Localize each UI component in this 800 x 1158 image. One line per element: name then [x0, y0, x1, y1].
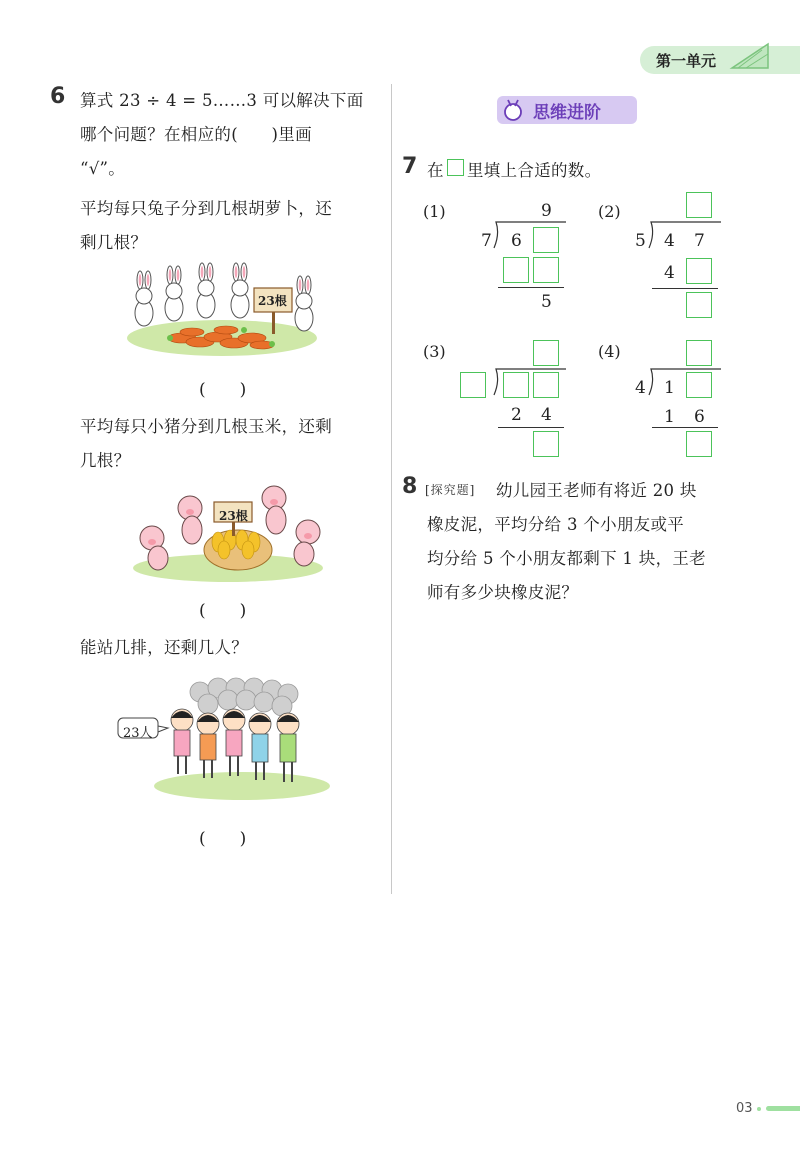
q8-tag: [探究题] — [425, 483, 476, 497]
p2-remainder-box[interactable] — [686, 292, 712, 318]
q6-problem-a-line1: 平均每只兔子分到几根胡萝卜，还 — [80, 199, 332, 218]
q6-problem-b-line2: 几根？ — [80, 451, 131, 470]
page-bar — [766, 1106, 800, 1111]
q6-answer-paren-a[interactable]: ( ) — [199, 380, 247, 400]
q6-answer-paren-c[interactable]: ( ) — [199, 829, 247, 849]
p2-subtract-line — [652, 288, 718, 289]
q8-line1: 幼儿园王老师有将近 20 块 — [496, 481, 697, 500]
p1-subtract-line — [498, 287, 564, 288]
p1-divisor: 7 — [481, 231, 492, 251]
section-title: 思维进阶 — [533, 103, 601, 123]
rabbits-sign: 23根 — [258, 294, 287, 308]
p4-product-ones: 6 — [694, 407, 705, 427]
p2-division-bracket — [643, 220, 723, 250]
p1-product-tens-box[interactable] — [503, 257, 529, 283]
p1-dividend-tens: 6 — [511, 231, 522, 251]
p2-product-tens: 4 — [664, 263, 675, 283]
p3-dividend-ones-box[interactable] — [533, 372, 559, 398]
p2-product-ones-box[interactable] — [686, 258, 712, 284]
q6-problem-c-line1: 能站几排，还剩几人？ — [80, 638, 248, 657]
unit-label: 第一单元 — [656, 52, 717, 70]
p4-remainder-box[interactable] — [686, 431, 712, 457]
page-dot — [757, 1107, 761, 1111]
p2-quotient-box[interactable] — [686, 192, 712, 218]
q8-line3: 均分给 5 个小朋友都剩下 1 块，王老 — [427, 549, 706, 568]
medal-icon — [501, 98, 525, 122]
p1-remainder: 5 — [541, 292, 552, 312]
q6-problem-b-line1: 平均每只小猪分到几根玉米，还剩 — [80, 417, 332, 436]
q6-stem-line3: “√”。 — [80, 159, 126, 178]
p3-product-tens: 2 — [511, 405, 522, 425]
q7-stem-after: 里填上合适的数。 — [467, 161, 602, 180]
p4-label: (4) — [598, 342, 621, 361]
p2-label: (2) — [598, 202, 621, 221]
p3-dividend-tens-box[interactable] — [503, 372, 529, 398]
ruler-triangle-icon — [728, 40, 774, 72]
p2-divisor: 5 — [635, 231, 646, 251]
p1-quotient: 9 — [541, 201, 552, 221]
question-7-number: 7 — [402, 154, 418, 179]
q8-line4: 师有多少块橡皮泥？ — [427, 583, 579, 602]
q7-stem-box — [447, 159, 464, 176]
children-bubble: 23人 — [123, 726, 153, 741]
q8-line2: 橡皮泥，平均分给 3 个小朋友或平 — [427, 515, 685, 534]
pigs-corn-illustration — [128, 480, 328, 584]
question-6-number: 6 — [50, 84, 66, 109]
p1-product-ones-box[interactable] — [533, 257, 559, 283]
pigs-sign: 23根 — [219, 509, 248, 523]
p3-remainder-box[interactable] — [533, 431, 559, 457]
p1-dividend-ones-box[interactable] — [533, 227, 559, 253]
p4-dividend-ones-box[interactable] — [686, 372, 712, 398]
q6-stem-line2: 哪个问题？在相应的( )里画 — [80, 125, 312, 144]
column-divider — [391, 84, 392, 894]
p4-quotient-box[interactable] — [686, 340, 712, 366]
p4-dividend-tens: 1 — [664, 378, 675, 398]
p4-divisor: 4 — [635, 378, 646, 398]
q6-stem-line1: 算式 23 ÷ 4 = 5……3 可以解决下面 — [80, 91, 364, 110]
p2-dividend-tens: 4 — [664, 231, 675, 251]
p1-label: (1) — [423, 202, 446, 221]
p3-subtract-line — [498, 427, 564, 428]
p3-product-ones: 4 — [541, 405, 552, 425]
q7-stem-before: 在 — [427, 161, 444, 180]
p3-divisor-box[interactable] — [460, 372, 486, 398]
p4-product-tens: 1 — [664, 407, 675, 427]
p3-label: (3) — [423, 342, 446, 361]
p2-dividend-ones: 7 — [694, 231, 705, 251]
p4-subtract-line — [652, 427, 718, 428]
page-number: 03 — [736, 1101, 753, 1116]
rabbits-carrots-illustration — [122, 258, 322, 358]
q6-problem-a-line2: 剩几根？ — [80, 233, 148, 252]
p3-quotient-box[interactable] — [533, 340, 559, 366]
q6-answer-paren-b[interactable]: ( ) — [199, 601, 247, 621]
question-8-number: 8 — [402, 474, 418, 499]
